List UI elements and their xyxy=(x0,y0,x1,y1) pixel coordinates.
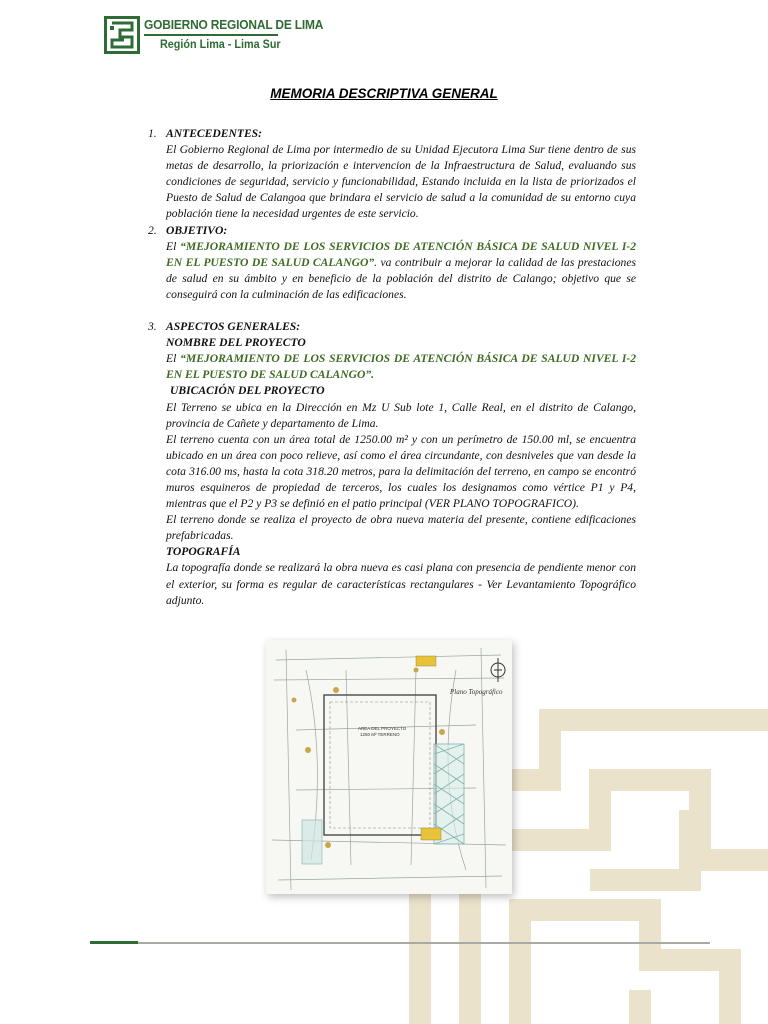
section-heading: ASPECTOS GENERALES: xyxy=(166,320,301,334)
ubicacion-heading: UBICACIÓN DEL PROYECTO xyxy=(170,384,325,398)
section-number: 3. xyxy=(148,320,157,334)
org-name: GOBIERNO REGIONAL DE LIMA xyxy=(144,17,324,32)
section-heading: OBJETIVO: xyxy=(166,223,228,237)
footer-rule-accent xyxy=(90,941,138,944)
project-name: “MEJORAMIENTO DE LOS SERVICIOS DE ATENCIÓN BÁSICA DE SALUD NIVEL I-2 EN EL PUESTO DE SALUD CALANGO”. xyxy=(166,352,637,382)
plan-area-value: 1250 M² TERRENO xyxy=(360,732,400,737)
regional-logo xyxy=(104,16,140,54)
ubicacion-paragraph-1: El Terreno se ubica en la Dirección en Mz U Sub lote 1, Calle Real, en el distrito de Calango, provincia de Cañete y departamento de Lima. xyxy=(166,400,636,430)
nombre-prefix: El xyxy=(166,352,181,366)
section-aspectos-generales xyxy=(148,319,636,335)
ubicacion-paragraph-3: El terreno donde se realiza el proyecto de obra nueva materia del presente, contiene edificaciones prefabricadas. xyxy=(166,513,636,543)
project-name: “MEJORAMIENTO DE LOS SERVICIOS DE ATENCIÓN BÁSICA DE SALUD NIVEL I-2 EN EL PUESTO DE SALUD CALANGO” xyxy=(166,239,637,269)
footer-rule xyxy=(138,942,710,944)
nombre-text xyxy=(148,351,636,383)
antecedentes-text: El Gobierno Regional de Lima por intermedio de su Unidad Ejecutora Lima Sur tiene dentro de sus metas de desarrollo, la priorización e intervencion de la Infraestructura de Salud, evaluando sus condiciones de seguridad, servicio y funcionabilidad, Estando incluida en la lista de priorizados el Puesto de Salud de Calangoa que brindara el servicio de salud a la comunidad de su entorno cuya población tiene la necesidad urgentes de este servicio. xyxy=(166,143,636,221)
topografia-text: La topografía donde se realizará la obra nueva es casi plana con presencia de pendiente menor con el exterior, su forma es regular de características rectangulares - Ver Levantamiento Topográfico adjunto. xyxy=(166,561,636,607)
objetivo-text xyxy=(148,239,636,303)
topografia-heading: TOPOGRAFÍA xyxy=(166,545,241,559)
section-number: 2. xyxy=(148,223,157,237)
document-body xyxy=(148,126,636,609)
objetivo-prefix: El xyxy=(166,239,181,253)
plan-title: Plano Topográfico xyxy=(450,688,503,696)
topographic-plan-image xyxy=(266,640,512,894)
region-name: Región Lima - Lima Sur xyxy=(160,37,281,51)
objetivo-suffix: . va contribuir a mejorar la calidad de las prestaciones de salud en su ámbito y en beneficio de la población del distrito de Calango; objetivo que se conseguirá con la culminación de las edificaciones. xyxy=(166,255,637,301)
section-objetivo xyxy=(148,223,636,239)
document-title: MEMORIA DESCRIPTIVA GENERAL xyxy=(270,86,498,101)
section-number: 1. xyxy=(148,127,157,140)
ubicacion-paragraph-2: El terreno cuenta con un área total de 1250.00 m² y con un perímetro de 150.00 ml, se encuentra ubicado en un área con poco relieve, así como el área circundante, con desniveles que van desde la cota 316.00 ms, hasta la cota 318.20 metros, para la delimitación del terreno, en campo se encontró muros esquineros de propiedad de terceros, los cuales los designamos como vértice P1 y P4, mientras que el P2 y P3 se definió en el patio principal (VER PLANO TOPOGRAFICO). xyxy=(166,432,636,511)
section-heading: ANTECEDENTES: xyxy=(166,127,262,140)
header-underline xyxy=(144,34,278,36)
nombre-heading: NOMBRE DEL PROYECTO xyxy=(166,336,306,350)
plan-area-label: AREA DEL PROYECTO xyxy=(358,726,407,731)
section-antecedentes xyxy=(148,126,636,142)
